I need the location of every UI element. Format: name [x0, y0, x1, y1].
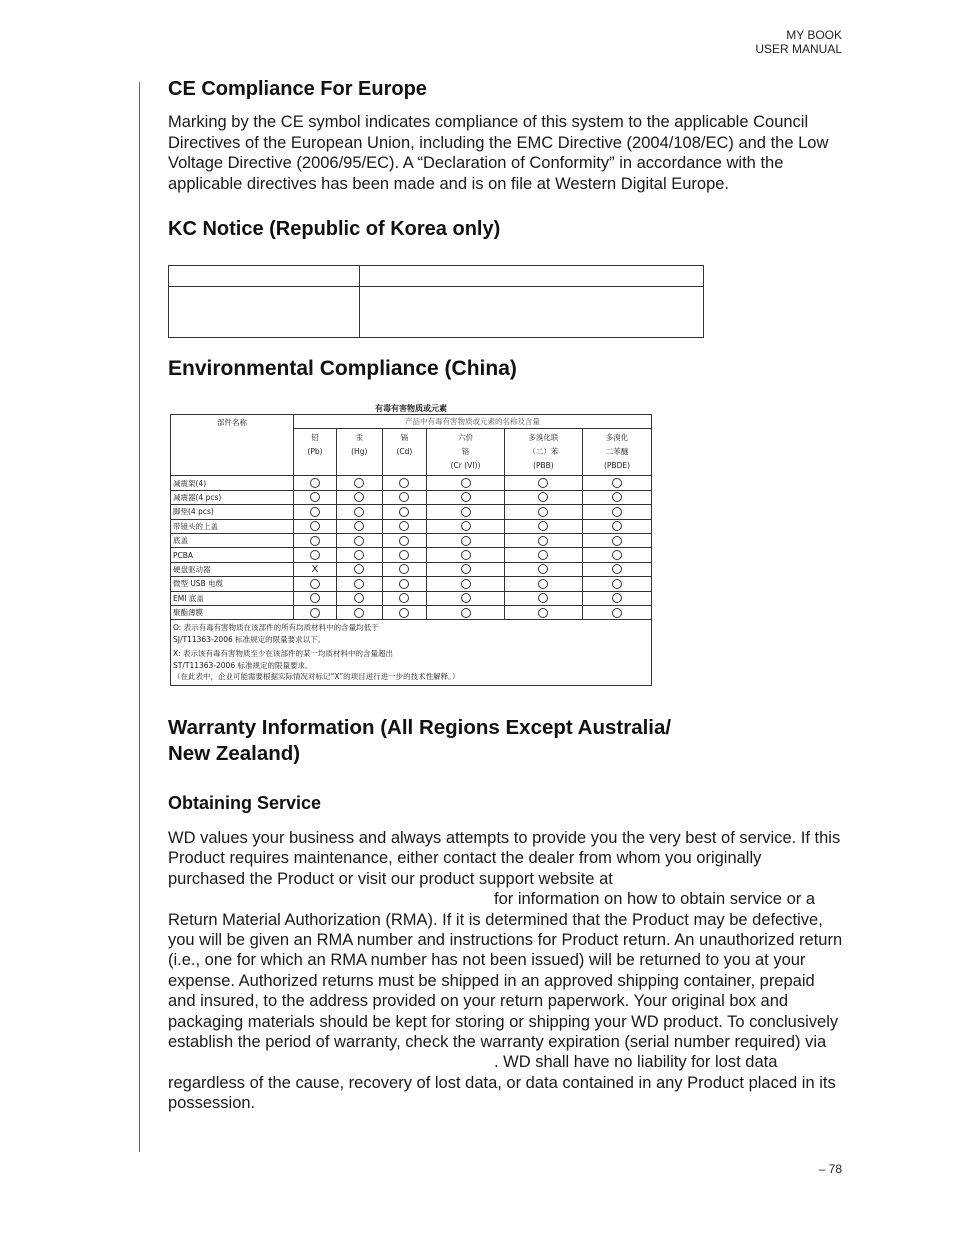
compliant-mark [294, 519, 337, 533]
circle-icon [310, 492, 320, 502]
circle-icon [461, 593, 471, 603]
substance-header [294, 429, 337, 476]
obtaining-service-heading: Obtaining Service [168, 793, 322, 813]
compliant-mark [582, 591, 651, 605]
compliant-mark [427, 562, 505, 576]
circle-icon [538, 521, 548, 531]
circle-icon [399, 492, 409, 502]
compliant-mark [427, 533, 505, 547]
circle-icon [612, 521, 622, 531]
compliant-mark [294, 591, 337, 605]
part-name: 聚酯薄膜 [171, 605, 294, 619]
kc-cell [169, 287, 360, 338]
circle-icon [354, 550, 364, 560]
compliant-mark [294, 548, 337, 562]
header-doc-title: USER MANUAL [755, 42, 842, 56]
circle-icon [538, 536, 548, 546]
note-o-line1: O: 表示有毒有害物质在该部件的所有均质材料中的含量均低于 [173, 623, 379, 633]
compliant-mark [504, 605, 582, 619]
compliant-mark [336, 591, 382, 605]
note-x-line1: X: 表示该有毒有害物质至少在该部件的某一均质材料中的含量超出 [173, 649, 394, 659]
circle-icon [461, 536, 471, 546]
compliant-mark [294, 476, 337, 490]
table-row [171, 591, 652, 605]
circle-icon [612, 608, 622, 618]
circle-icon [354, 521, 364, 531]
substance-header-line: （二）苯 [528, 447, 559, 457]
compliant-mark [427, 591, 505, 605]
compliant-mark [504, 505, 582, 519]
compliant-mark [382, 562, 427, 576]
part-name: 带镜头的上盖 [171, 519, 294, 533]
warranty-heading-line2: New Zealand) [168, 742, 301, 765]
table-row [171, 533, 652, 547]
table-row [171, 548, 652, 562]
circle-icon [612, 579, 622, 589]
substance-header [336, 429, 382, 476]
table-row [171, 562, 652, 576]
compliant-mark [336, 562, 382, 576]
compliant-mark [427, 577, 505, 591]
compliant-mark [504, 490, 582, 504]
part-name: 硬盘驱动器 [171, 562, 294, 576]
ce-paragraph: Marking by the CE symbol indicates compliance of this system to the applicable Council Directives of the European Union, including the EMC Directive (2004/108/EC) and the Low Voltage Directive (2006/95/EC). A “Declaration of Conformity” in accordance with the applicable directives has been made and is on file at Western Digital Europe. [168, 113, 829, 193]
table-row [171, 577, 652, 591]
substance-header-line: 六价 [458, 433, 473, 443]
compliant-mark [336, 605, 382, 619]
service-text-2: for information on how to obtain service or a Return Material Authorization (RMA). If it is determined that the Product may be defective, you will be given an RMA number and instructions for Product return. An unauthorized return (i.e., one for which an RMA number has not been issued) will be returned to you at your expense. Authorized returns must be shipped in an approved shipping container, prepaid and insured, to the address provided on your return paperwork. Your original box and packaging materials should be kept for storing or shipping your WD product. To conclusively establish the period of warranty, check the warranty expiration (serial number required) via [168, 890, 843, 1052]
compliant-mark [582, 505, 651, 519]
substance-header-line: 多溴化 [605, 433, 629, 443]
compliant-mark [582, 519, 651, 533]
compliant-mark [582, 562, 651, 576]
table-row [171, 519, 652, 533]
compliant-mark [504, 577, 582, 591]
part-name: 减震器(4 pcs) [171, 490, 294, 504]
circle-icon [310, 521, 320, 531]
circle-icon [461, 492, 471, 502]
group-header: 产品中有毒有害物质或元素的名称及含量 [294, 415, 652, 429]
compliant-mark [504, 591, 582, 605]
compliant-mark [336, 548, 382, 562]
compliant-mark [382, 490, 427, 504]
china-rohs-table [170, 403, 652, 686]
circle-icon [612, 478, 622, 488]
service-text-3: . WD shall have no liability for lost data regardless of the cause, recovery of lost data, or data contained in any Product placed in its possession. [168, 1053, 836, 1113]
compliant-mark [294, 490, 337, 504]
compliant-mark [582, 490, 651, 504]
exceeds-mark [294, 562, 337, 576]
circle-icon [461, 608, 471, 618]
circle-icon [461, 579, 471, 589]
service-paragraph [168, 828, 843, 1114]
circle-icon [354, 593, 364, 603]
table-row [171, 490, 652, 504]
circle-icon [461, 521, 471, 531]
compliant-mark [382, 577, 427, 591]
circle-icon [354, 579, 364, 589]
circle-icon [310, 550, 320, 560]
substance-header-line: (Pb) [307, 447, 323, 457]
substance-header-line: 铬 [461, 447, 470, 457]
compliant-mark [582, 605, 651, 619]
compliant-mark [427, 548, 505, 562]
kc-heading: KC Notice (Republic of Korea only) [168, 218, 501, 240]
circle-icon [612, 507, 622, 517]
circle-icon [461, 507, 471, 517]
compliant-mark [504, 519, 582, 533]
circle-icon [310, 608, 320, 618]
warranty-heading [168, 715, 768, 767]
compliant-mark [382, 591, 427, 605]
circle-icon [538, 564, 548, 574]
part-name: 减震架(4) [171, 476, 294, 490]
compliant-mark [336, 577, 382, 591]
circle-icon [354, 478, 364, 488]
circle-icon [399, 550, 409, 560]
circle-icon [538, 593, 548, 603]
compliant-mark [382, 505, 427, 519]
substance-header-line [338, 459, 381, 473]
part-name: 脚垫(4 pcs) [171, 505, 294, 519]
circle-icon [538, 478, 548, 488]
circle-icon [399, 536, 409, 546]
margin-rule [139, 82, 140, 1152]
compliant-mark [294, 533, 337, 547]
compliant-mark [582, 577, 651, 591]
circle-icon [538, 579, 548, 589]
compliant-mark [427, 605, 505, 619]
circle-icon [612, 550, 622, 560]
part-header: 部件名称 [171, 415, 294, 476]
compliant-mark [294, 577, 337, 591]
running-header [755, 28, 842, 56]
warranty-heading-line1: Warranty Information (All Regions Except Australia/ [168, 716, 672, 739]
header-product: MY BOOK [786, 28, 842, 42]
compliant-mark [504, 548, 582, 562]
substance-header [582, 429, 651, 476]
compliant-mark [294, 605, 337, 619]
page-number: – 78 [818, 1162, 842, 1176]
circle-icon [399, 521, 409, 531]
circle-icon [399, 478, 409, 488]
compliant-mark [336, 533, 382, 547]
compliant-mark [582, 548, 651, 562]
circle-icon [310, 478, 320, 488]
substance-header-line: 二苯醚 [605, 447, 629, 457]
substance-header-line [384, 459, 426, 473]
compliant-mark [427, 476, 505, 490]
compliant-mark [382, 533, 427, 547]
part-name: 微型 USB 电缆 [171, 577, 294, 591]
compliant-mark [382, 519, 427, 533]
compliant-mark [382, 476, 427, 490]
table-caption: 有毒有害物质或元素 [375, 404, 447, 413]
substance-header [382, 429, 427, 476]
circle-icon [612, 536, 622, 546]
part-name: 底盖 [171, 533, 294, 547]
compliant-mark [336, 476, 382, 490]
compliant-mark [504, 533, 582, 547]
substance-header-line: 多溴化联 [528, 433, 559, 443]
circle-icon [612, 564, 622, 574]
note-x-line2: ST/T11363-2006 标准规定的限量要求。 [173, 660, 313, 670]
compliant-mark [427, 519, 505, 533]
table-notes [171, 620, 652, 686]
circle-icon [461, 550, 471, 560]
circle-icon [354, 608, 364, 618]
circle-icon [354, 536, 364, 546]
compliant-mark [427, 490, 505, 504]
circle-icon [538, 608, 548, 618]
compliant-mark [382, 548, 427, 562]
circle-icon [354, 507, 364, 517]
part-name: PCBA [171, 548, 294, 562]
hazard-table [170, 414, 652, 686]
circle-icon [461, 564, 471, 574]
table-row [171, 505, 652, 519]
substance-header-line: (Cd) [396, 447, 413, 457]
compliant-mark [382, 605, 427, 619]
circle-icon [399, 564, 409, 574]
circle-icon [310, 593, 320, 603]
substance-header [504, 429, 582, 476]
compliant-mark [504, 562, 582, 576]
substance-header-line: 镉 [400, 433, 409, 443]
compliant-mark [582, 533, 651, 547]
kc-cell [169, 266, 360, 287]
circle-icon [399, 593, 409, 603]
circle-icon [399, 507, 409, 517]
compliant-mark [336, 519, 382, 533]
substance-header-line: (PBB) [533, 461, 554, 471]
substance-header-line: (PBDE) [603, 461, 631, 471]
circle-icon [612, 492, 622, 502]
substance-header-line: 铅 [311, 433, 319, 443]
substance-header-line: (Hg) [351, 447, 368, 457]
circle-icon [354, 492, 364, 502]
env-heading: Environmental Compliance (China) [168, 357, 517, 380]
compliant-mark [427, 505, 505, 519]
kc-cell [360, 287, 704, 338]
substance-header-line [295, 459, 335, 473]
table-row [171, 476, 652, 490]
note-o-line2: SJ/T11363-2006 标准规定的限量要求以下。 [173, 634, 326, 644]
circle-icon [538, 507, 548, 517]
x-mark: X [311, 563, 319, 575]
substance-header [427, 429, 505, 476]
ce-heading: CE Compliance For Europe [168, 78, 427, 100]
table-row [171, 605, 652, 619]
substance-header-line: 汞 [355, 433, 363, 443]
service-text-1: WD values your business and always attempts to provide you the very best of service. If this Product requires maintenance, either contact the dealer from whom you originally purchased the Product or visit our product support website at [168, 829, 841, 888]
part-name: EMI 底盖 [171, 591, 294, 605]
circle-icon [310, 579, 320, 589]
note-x-line3: （在此表中，企业可能需要根据实际情况对标记“X”的项目进行进一步的技术性解释。） [173, 672, 460, 682]
circle-icon [461, 478, 471, 488]
compliant-mark [504, 476, 582, 490]
circle-icon [399, 579, 409, 589]
circle-icon [354, 564, 364, 574]
circle-icon [538, 492, 548, 502]
compliant-mark [294, 505, 337, 519]
substance-header-line: (Cr (VI)) [450, 461, 481, 471]
circle-icon [310, 507, 320, 517]
circle-icon [612, 593, 622, 603]
circle-icon [399, 608, 409, 618]
compliant-mark [582, 476, 651, 490]
compliant-mark [336, 505, 382, 519]
kc-cell [360, 266, 704, 287]
compliant-mark [336, 490, 382, 504]
circle-icon [538, 550, 548, 560]
kc-table [168, 265, 704, 338]
circle-icon [310, 536, 320, 546]
